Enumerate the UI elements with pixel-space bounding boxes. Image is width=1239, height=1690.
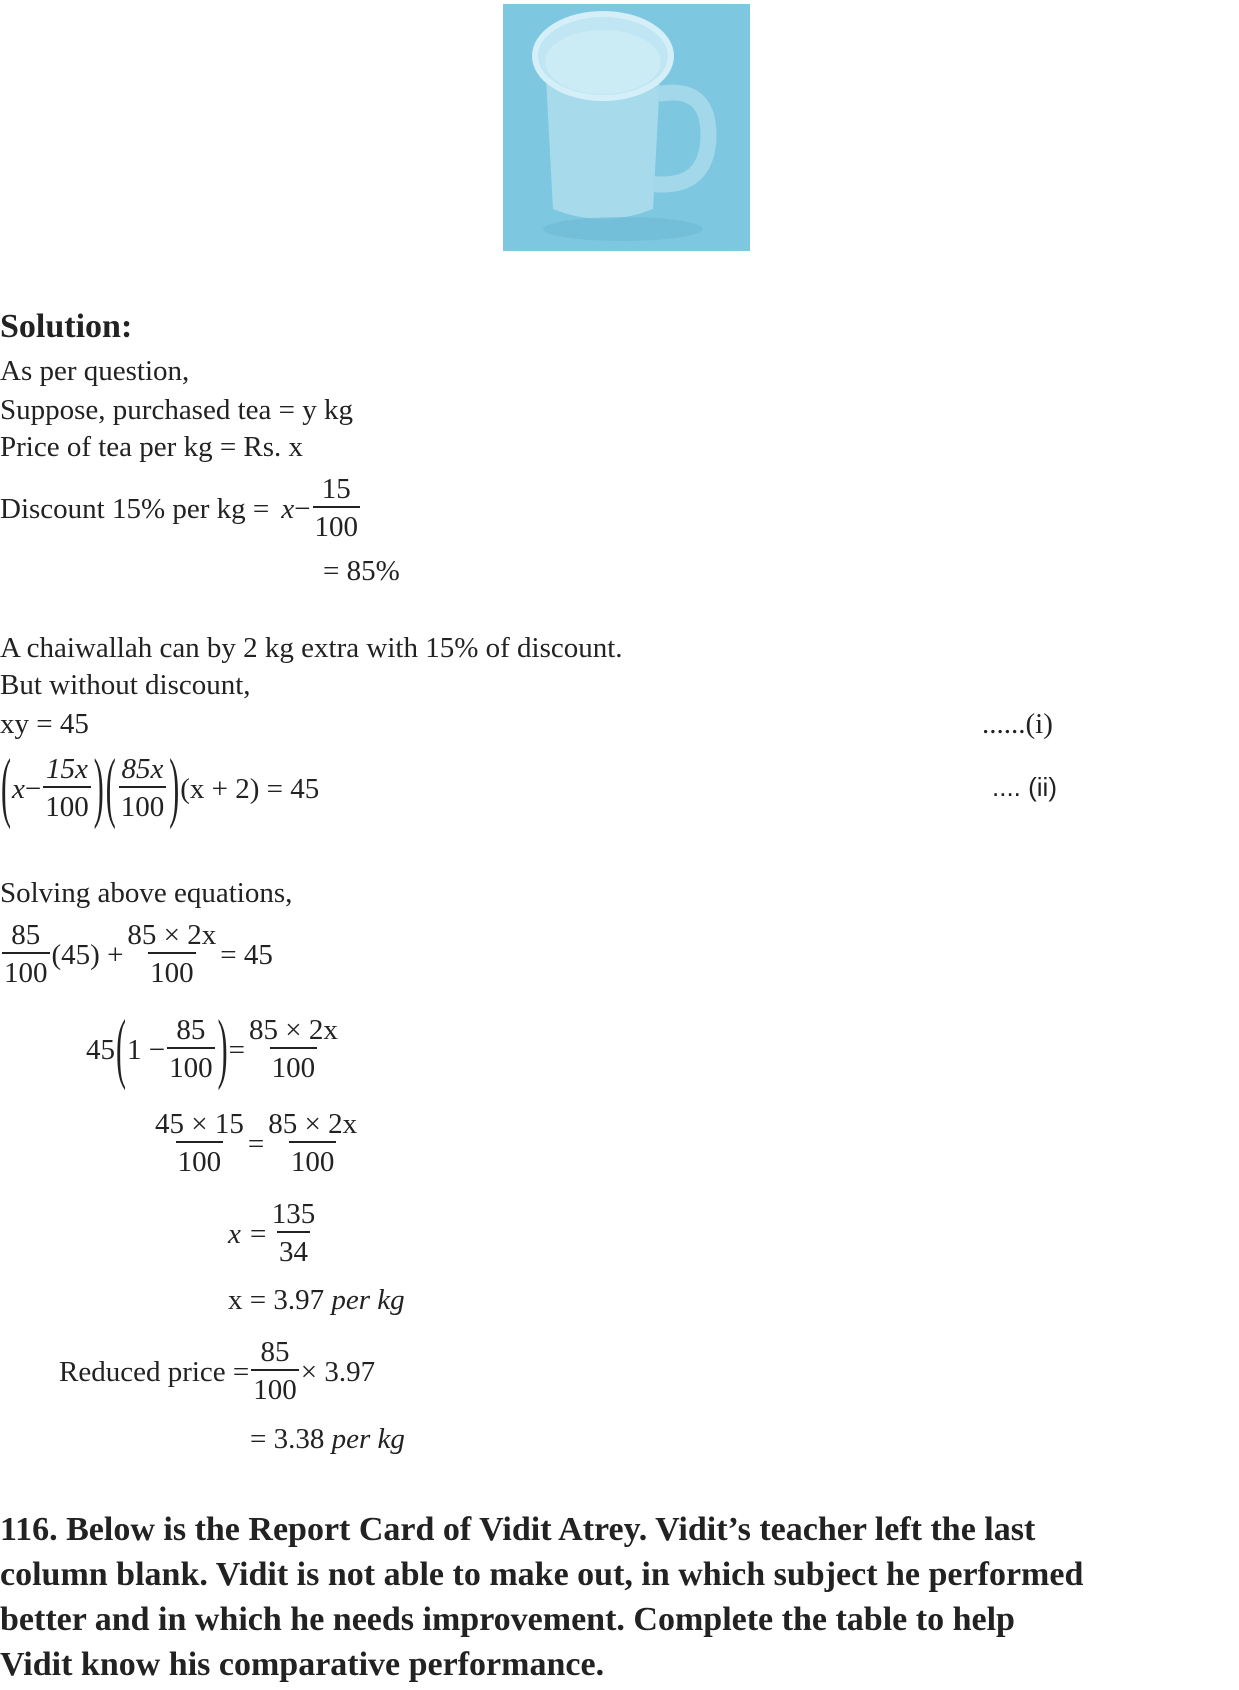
fraction	[266, 1107, 359, 1181]
equation-2: ( x − $\frac{15x}{100}$ ) ( $\frac{85x}{100}$ ) (x + 2) = 45	[1, 744, 320, 831]
step-4	[228, 1197, 319, 1271]
fraction	[2, 918, 50, 992]
numerator: 85 × 2x	[127, 919, 217, 951]
fraction	[247, 1013, 340, 1087]
text-line: A chaiwallah can by 2 kg extra with 15% of discount.	[0, 632, 623, 664]
fraction	[153, 1107, 246, 1181]
numerator: 85 × 2x	[248, 1014, 338, 1046]
step-1	[0, 918, 273, 992]
operator: −	[294, 493, 311, 525]
step-2: 45 ( 1 − $\frac{85}{100}$ ) = $\frac{85 \times 2x}{100}$	[86, 1005, 338, 1092]
denominator: 100	[2, 952, 50, 992]
expression: 45	[86, 1034, 115, 1066]
numerator: 85 × 2x	[268, 1108, 358, 1140]
expression: x = 3.97	[228, 1284, 325, 1316]
fraction	[251, 1335, 299, 1409]
expression: (45) +	[51, 939, 124, 971]
mug-image	[503, 4, 750, 251]
denominator: 100	[251, 1369, 299, 1409]
text-line: As per question,	[0, 355, 190, 387]
numerator: 85	[11, 919, 41, 951]
fraction	[125, 918, 218, 992]
question-line: column blank. Vidit is not able to make out, in which subject he performed	[0, 1556, 1084, 1593]
unit: per kg	[331, 1423, 405, 1455]
denominator: 100	[43, 786, 91, 826]
equation-1-tag: ......(i)	[982, 708, 1053, 740]
discount-label: Discount 15% per kg =	[0, 493, 270, 525]
fraction	[119, 752, 167, 826]
question-line: Vidit know his comparative performance.	[0, 1646, 605, 1683]
numerator: 85x	[121, 753, 164, 785]
operator: −	[24, 773, 42, 805]
step-6	[59, 1335, 375, 1409]
step-7	[250, 1422, 405, 1456]
step-5	[228, 1283, 405, 1317]
fraction	[167, 1013, 215, 1087]
text-line: But without discount,	[0, 669, 251, 701]
question-line: 116. Below is the Report Card of Vidit Atrey. Vidit’s teacher left the last	[0, 1511, 1036, 1548]
reduced-price-label: Reduced price =	[59, 1356, 250, 1388]
unit: per kg	[331, 1284, 405, 1316]
expression: x =	[228, 1218, 268, 1250]
variable: x	[281, 493, 295, 525]
operator: =	[228, 1034, 245, 1066]
denominator: 100	[270, 1047, 318, 1087]
fraction	[43, 752, 91, 826]
expression: = 45	[220, 939, 273, 971]
denominator: 100	[313, 506, 361, 546]
denominator: 100	[148, 952, 196, 992]
text-line: Solving above equations,	[0, 877, 293, 909]
denominator: 100	[176, 1141, 224, 1181]
equation-1: xy = 45	[0, 708, 89, 740]
fraction	[270, 1197, 318, 1271]
variable: x	[12, 773, 25, 805]
numerator: 15	[321, 473, 351, 505]
discount-equation	[0, 472, 362, 546]
numerator: 135	[271, 1198, 316, 1230]
solution-heading: Solution:	[0, 308, 133, 345]
equation-2-tag: .... (ii)	[992, 772, 1057, 802]
expression: × 3.97	[300, 1356, 376, 1388]
denominator: 34	[277, 1231, 310, 1271]
denominator: 100	[119, 786, 167, 826]
operator: =	[247, 1128, 265, 1160]
discount-result: = 85%	[323, 555, 400, 587]
expression: = 3.38	[250, 1423, 325, 1455]
denominator: 100	[167, 1047, 215, 1087]
equation-tail: (x + 2) = 45	[180, 773, 320, 805]
numerator: 85	[176, 1014, 206, 1046]
question-line: better and in which he needs improvement. Complete the table to help	[0, 1601, 1015, 1638]
step-3	[151, 1107, 361, 1181]
numerator: 85	[260, 1336, 290, 1368]
numerator: 45 × 15	[155, 1108, 244, 1140]
numerator: 15x	[46, 753, 88, 785]
text-line: Suppose, purchased tea = y kg	[0, 394, 353, 426]
expression: 1 −	[127, 1034, 166, 1066]
fraction	[313, 472, 361, 546]
text-line: Price of tea per kg = Rs. x	[0, 431, 304, 463]
denominator: 100	[289, 1141, 337, 1181]
